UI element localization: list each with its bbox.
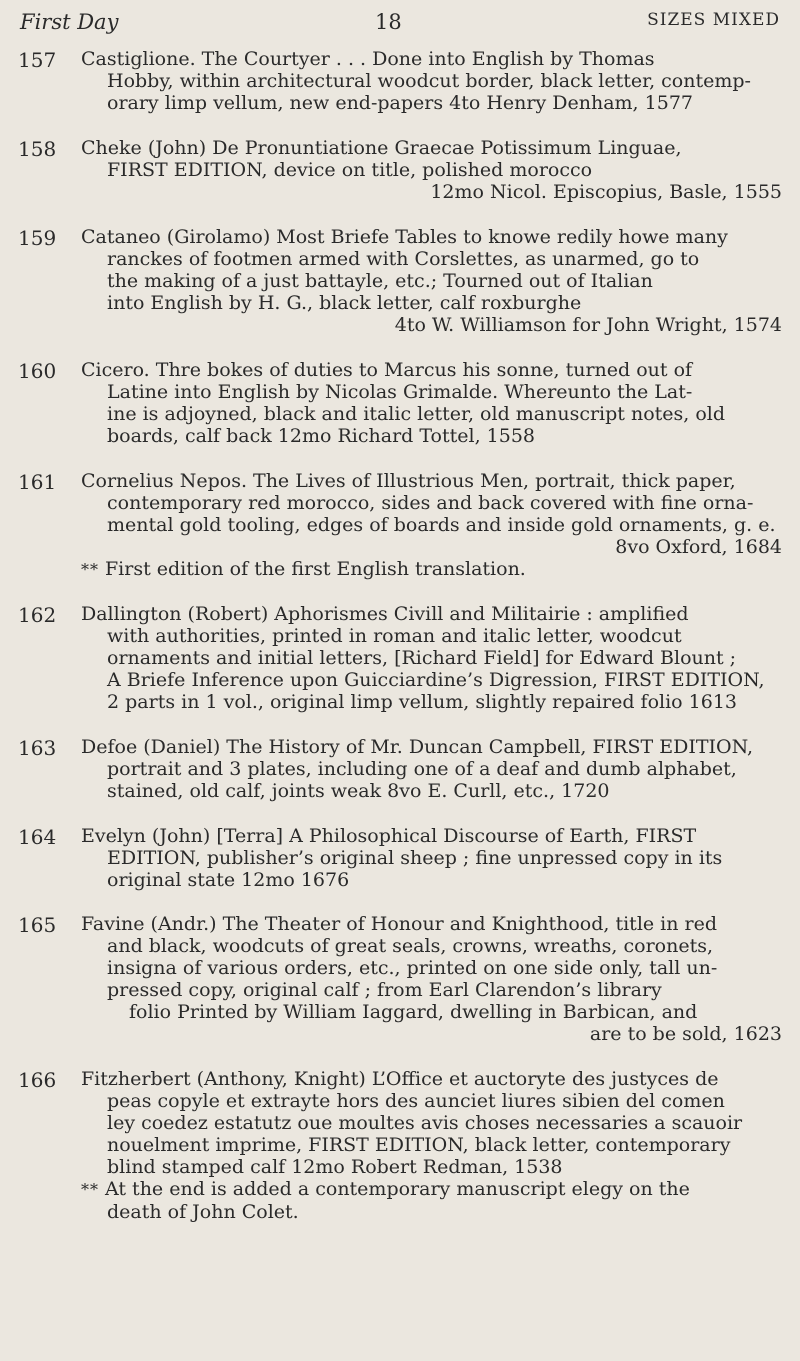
entry-line: 2 parts in 1 vol., original limp vellum, slightly repaired folio 1613 xyxy=(107,691,737,713)
lot-number: 163 xyxy=(18,736,57,760)
entry-line: portrait and 3 plates, including one of a deaf and dumb alphabet, xyxy=(107,758,737,780)
entry-line: Hobby, within architectural woodcut border, black letter, contemp- xyxy=(107,70,751,92)
lot-number: 165 xyxy=(18,913,57,937)
lot-description xyxy=(81,226,786,336)
entry-line: folio Printed by William Iaggard, dwelling in Barbican, and xyxy=(129,1001,698,1023)
lot-description xyxy=(81,359,786,447)
entry-line: ornaments and initial letters, [Richard Field] for Edward Blount ; xyxy=(107,647,737,669)
entry-line: Cicero. Thre bokes of duties to Marcus his sonne, turned out of xyxy=(81,359,693,381)
entry-line: pressed copy, original calf ; from Earl Clarendon’s library xyxy=(107,979,662,1001)
lot-description xyxy=(81,137,786,203)
entry-line: mental gold tooling, edges of boards and inside gold ornaments, g. e. xyxy=(107,514,776,536)
lot-description xyxy=(81,825,786,891)
entry-line: peas copyle et extrayte hors des aunciet liures sibien del comen xyxy=(107,1090,725,1112)
entry-line: stained, old calf, joints weak 8vo E. Curll, etc., 1720 xyxy=(107,780,610,802)
entry-line: are to be sold, 1623 xyxy=(589,1023,782,1045)
entry-line: into English by H. G., black letter, calf roxburghe xyxy=(107,292,582,314)
entry-line: insigna of various orders, etc., printed on one side only, tall un- xyxy=(107,957,718,979)
lot-note xyxy=(81,558,786,581)
running-head-sizes: SIZES MIXED xyxy=(647,10,780,30)
entry-line: with authorities, printed in roman and italic letter, woodcut xyxy=(107,625,682,647)
asterism-icon: ** xyxy=(81,560,99,579)
entry-line: Defoe (Daniel) The History of Mr. Duncan Campbell, FIRST EDITION, xyxy=(81,736,754,758)
entry-line: ley coedez estatutz oue moultes avis choses necessaries a scauoir xyxy=(107,1112,743,1134)
entry-line: the making of a just battayle, etc.; Tourned out of Italian xyxy=(107,270,653,292)
entry-line: A Briefe Inference upon Guicciardine’s Digression, FIRST EDITION, xyxy=(107,669,765,691)
entry-line: orary limp vellum, new end-papers 4to Henry Denham, 1577 xyxy=(107,92,693,114)
lot-description xyxy=(81,913,786,1045)
entry-line: Fitzherbert (Anthony, Knight) L’Office et auctoryte des justyces de xyxy=(81,1068,719,1090)
entry-line: ine is adjoyned, black and italic letter, old manuscript notes, old xyxy=(107,403,726,425)
entry-line: and black, woodcuts of great seals, crowns, wreaths, coronets, xyxy=(107,935,714,957)
note-text: At the end is added a contemporary manuscript elegy on the xyxy=(105,1178,690,1200)
entry-line: Castiglione. The Courtyer . . . Done into English by Thomas xyxy=(81,48,655,70)
lot-description xyxy=(81,470,786,581)
entry-line: ranckes of footmen armed with Corslettes, as unarmed, go to xyxy=(107,248,700,270)
entry-line: Cataneo (Girolamo) Most Briefe Tables to knowe redily howe many xyxy=(81,226,728,248)
entry-line: EDITION, publisher’s original sheep ; fine unpressed copy in its xyxy=(107,847,723,869)
lot-description xyxy=(81,1068,786,1223)
lot-number: 161 xyxy=(18,470,57,494)
lot-number: 166 xyxy=(18,1068,57,1092)
entry-line: Favine (Andr.) The Theater of Honour and Knighthood, title in red xyxy=(81,913,718,935)
lot-number: 162 xyxy=(18,603,57,627)
entry-line: FIRST EDITION, device on title, polished morocco xyxy=(107,159,593,181)
lot-number: 158 xyxy=(18,137,57,161)
entry-line: blind stamped calf 12mo Robert Redman, 1538 xyxy=(107,1156,563,1178)
lot-number: 160 xyxy=(18,359,57,383)
lot-number: 164 xyxy=(18,825,57,849)
entry-line: 4to W. Williamson for John Wright, 1574 xyxy=(394,314,782,336)
lot-note-continued: death of John Colet. xyxy=(107,1201,299,1223)
lot-description xyxy=(81,603,786,713)
entry-line: nouelment imprime, FIRST EDITION, black letter, contemporary xyxy=(107,1134,731,1156)
entry-line: Latine into English by Nicolas Grimalde. Whereunto the Lat- xyxy=(107,381,693,403)
entry-line: Dallington (Robert) Aphorismes Civill and Militairie : amplified xyxy=(81,603,689,625)
lot-number: 159 xyxy=(18,226,57,250)
running-head-day: First Day xyxy=(20,10,119,34)
lot-description xyxy=(81,48,786,114)
entry-line: 12mo Nicol. Episcopius, Basle, 1555 xyxy=(430,181,782,203)
entry-line: Cornelius Nepos. The Lives of Illustrious Men, portrait, thick paper, xyxy=(81,470,736,492)
lot-description xyxy=(81,736,786,802)
note-text: First edition of the first English translation. xyxy=(105,558,526,580)
lot-note xyxy=(81,1178,786,1201)
entry-line: 8vo Oxford, 1684 xyxy=(615,536,782,558)
asterism-icon: ** xyxy=(81,1180,99,1199)
entry-line: original state 12mo 1676 xyxy=(107,869,350,891)
entry-line: Cheke (John) De Pronuntiatione Graecae Potissimum Linguae, xyxy=(81,137,682,159)
page-number: 18 xyxy=(375,10,402,34)
entry-line: Evelyn (John) [Terra] A Philosophical Discourse of Earth, FIRST xyxy=(81,825,697,847)
entry-line: contemporary red morocco, sides and back covered with fine orna- xyxy=(107,492,754,514)
lot-number: 157 xyxy=(18,48,57,72)
entry-line: boards, calf back 12mo Richard Tottel, 1558 xyxy=(107,425,536,447)
